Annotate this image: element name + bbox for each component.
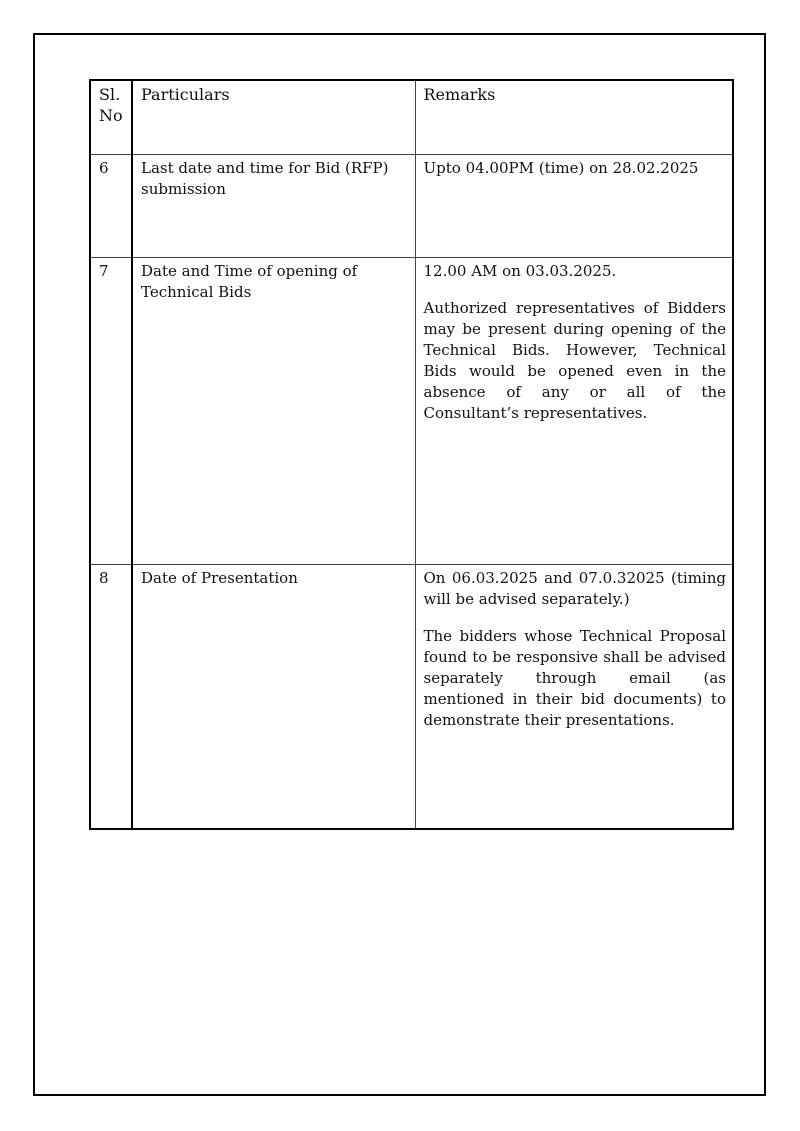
remarks-paragraph: On 06.03.2025 and 07.0.32025 (timing will be advised separately.) [423, 568, 726, 608]
row-particulars: Last date and time for Bid (RFP) submission [132, 154, 415, 257]
header-remarks: Remarks [415, 80, 733, 154]
header-particulars: Particulars [132, 80, 415, 154]
row-sl-no: 6 [90, 154, 132, 257]
header-sl-no: Sl. No [90, 80, 132, 154]
row-remarks [415, 564, 733, 829]
table-row [90, 257, 733, 564]
row-sl-no: 8 [90, 564, 132, 829]
row-remarks [415, 257, 733, 564]
remarks-paragraph: Upto 04.00PM (time) on 28.02.2025 [423, 158, 699, 177]
remarks-paragraph: 12.00 AM on 03.03.2025. [423, 261, 617, 280]
remarks-paragraph: Authorized representatives of Bidders may be present during opening of the Technical Bids. However, Technical Bids would be opened even in the absence of any or all of the Consultant’s representatives. [423, 298, 726, 422]
table-row [90, 564, 733, 829]
row-particulars: Date and Time of opening of Technical Bids [132, 257, 415, 564]
table-header-row [90, 80, 733, 154]
row-particulars: Date of Presentation [132, 564, 415, 829]
row-remarks [415, 154, 733, 257]
remarks-paragraph: The bidders whose Technical Proposal found to be responsive shall be advised separately through email (as mentioned in their bid documents) to demonstrate their presentations. [423, 626, 726, 729]
row-sl-no: 7 [90, 257, 132, 564]
table-row [90, 154, 733, 257]
schedule-table [89, 79, 734, 830]
